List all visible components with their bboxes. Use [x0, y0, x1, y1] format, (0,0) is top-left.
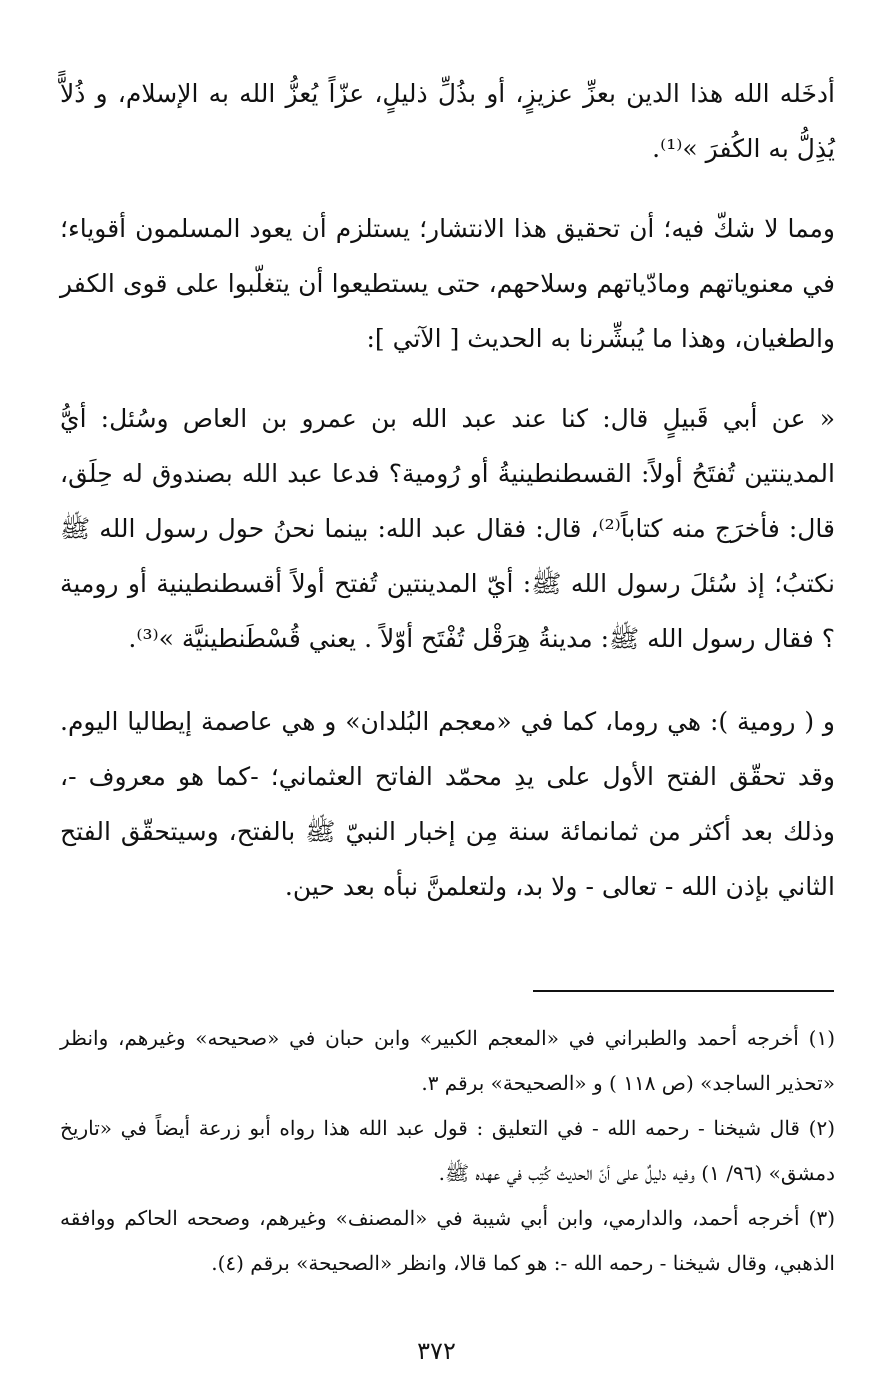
footnotes-block — [60, 1016, 835, 1286]
paragraph-hadith-quote: « عن أبي قَبيلٍ قال: كنا عند عبد الله بن عمرو بن العاص وسُئل: أيُّ المدينتين تُفتَحُ أولاً: القسطنطينيةُ أو رُومية؟ فدعا عبد الله بصندوق له حِلَق، قال: فأخرَج منه كتاباً⁽²⁾، قال: فقال عبد الله: بينما نحنُ حول رسول الله ﷺ نكتبُ؛ إذ سُئلَ رسول الله ﷺ: أيّ المدينتين تُفتح أولاً أقسطنطينية أو رومية ؟ فقال رسول الله ﷺ: مدينةُ هِرَقْل تُفْتَح أوّلاً . يعني قُسْطَنطينيَّة »⁽³⁾. — [60, 404, 835, 653]
paragraph-commentary: ومما لا شكّ فيه؛ أن تحقيق هذا الانتشار؛ يستلزم أن يعود المسلمون أقوياء؛ في معنوياتهم ومادّياتهم وسلاحهم، حتى يستطيعوا أن يتغلّبوا على قوى الكفر والطغيان، وهذا ما يُبشِّرنا به الحديث [ الآتي ]: — [60, 214, 835, 353]
main-text-block — [60, 66, 835, 914]
page-number: ٣٧٢ — [417, 1337, 456, 1365]
paragraph-rumiya-explanation: و ( رومية ): هي روما، كما في «معجم البُلدان» و هي عاصمة إيطاليا اليوم. وقد تحقّق الفتح الأول على يدِ محمّد الفاتح العثماني؛ -كما هو معروف -، وذلك بعد أكثر من ثمانمائة سنة مِن إخبار النبيّ ﷺ بالفتح، وسيتحقّق الفتح الثاني بإذن الله - تعالى - ولا بد، ولتعلمنَّ نبأه بعد حين. — [60, 707, 835, 901]
footnote-3: (٣) أخرجه أحمد، والدارمي، وابن أبي شيبة في «المصنف» وغيرهم، وصححه الحاكم ووافقه الذهبي، وقال شيخنا - رحمه الله -: هو كما قالا، وانظر «الصحيحة» برقم (٤). — [60, 1206, 835, 1275]
footnote-separator — [533, 990, 834, 992]
footnote-2: (٢) قال شيخنا - رحمه الله - في التعليق : قول عبد الله هذا رواه أبو زرعة أيضاً في «تاريخ دمشق» (٩٦/ ١) وفيه دليلٌ على أنّ الحديث كُتِب في عهده ﷺ. — [60, 1116, 835, 1185]
paragraph-hadith-ending: أدخَله الله هذا الدين بعزِّ عزيزٍ، أو بذُلِّ ذليلٍ، عزّاً يُعزُّ الله به الإسلام، و ذُلاًّ يُذِلُّ به الكُفرَ »⁽¹⁾. — [60, 79, 835, 163]
footnote-1: (١) أخرجه أحمد والطبراني في «المعجم الكبير» وابن حبان في «صحيحه» وغيرهم، وانظر «تحذير الساجد» (ص ١١٨ ) و «الصحيحة» برقم ٣. — [60, 1026, 835, 1095]
